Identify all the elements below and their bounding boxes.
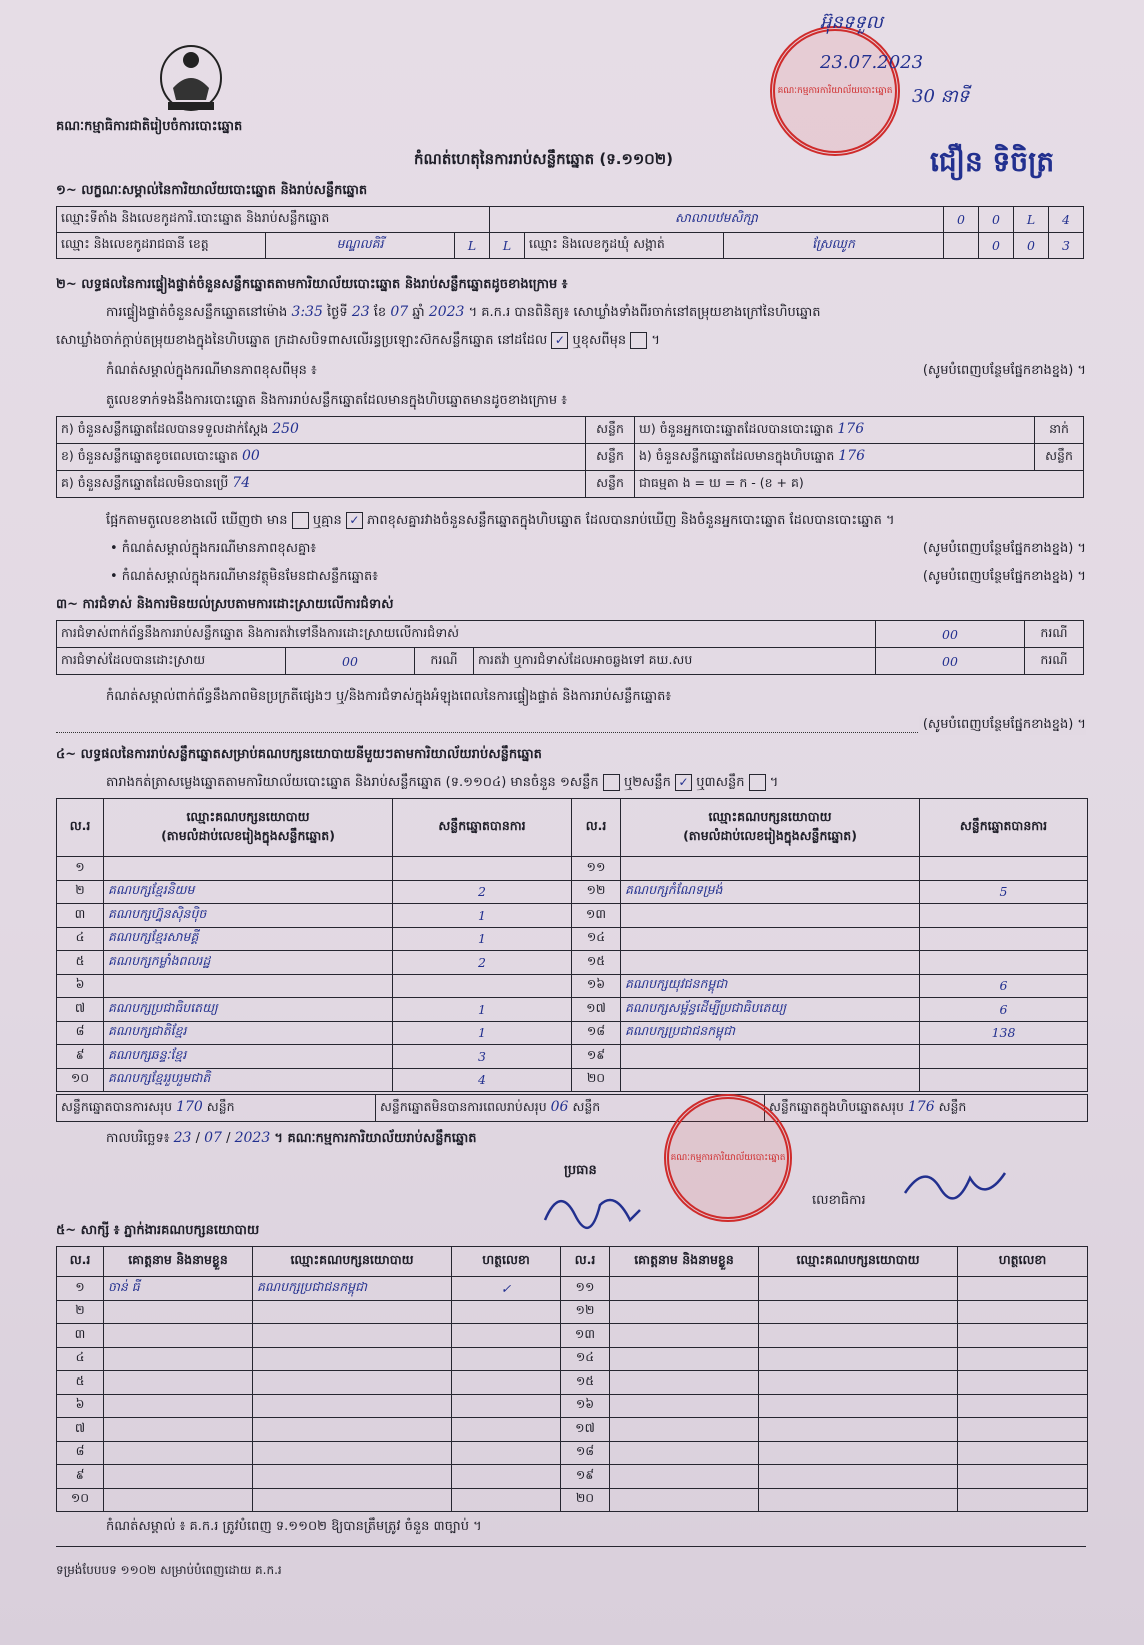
row-number: ៦ — [57, 1394, 104, 1418]
witness-party — [759, 1418, 958, 1442]
witness-signature — [452, 1488, 561, 1512]
party-name — [104, 857, 393, 881]
formula: ជាធម្មតា ង = ឃ = ក - (ខ + គ) — [635, 471, 1084, 498]
witness-name — [104, 1324, 253, 1348]
witness-name — [104, 1441, 253, 1465]
secretary-signature — [900, 1158, 1010, 1218]
row-number: ២ — [57, 880, 104, 904]
province-code-2: L — [490, 233, 525, 259]
note-fill: (សូមបំពេញបន្ថែមផ្នែកខាងខ្នង) ។ — [922, 363, 1086, 378]
witness-party — [759, 1300, 958, 1324]
witness-party — [253, 1394, 452, 1418]
party-name: គណបក្សខ្មែររួបរួមជាតិ — [104, 1068, 393, 1092]
witness-name — [610, 1465, 759, 1489]
secretary-label: លេខាធិការ — [812, 1193, 866, 1208]
section1-title: ១~ លក្ខណៈសម្គាល់នៃការិយាល័យបោះឆ្នោត និងរាប់សន្លឹកឆ្នោត — [56, 183, 368, 198]
difference-line: ផ្អែកតាមតួលេខខាងលើ ឃើញថា មាន ឬគ្មាន ✓ ភាពខុសគ្នារវាងចំនួនសន្លឹកឆ្នោតក្នុងហិបឆ្នោត ដែលបានរាប់ឃើញ និងចំនួនអ្នកបោះឆ្នោត ដែលបានបោះឆ្នោត ។ — [106, 513, 895, 528]
party-votes: 138 — [920, 1021, 1088, 1045]
row-number: ១៨ — [561, 1441, 610, 1465]
official-stamp-top — [770, 26, 900, 156]
witness-party — [759, 1277, 958, 1301]
party-name: គណបក្សខ្មែរនិយម — [104, 880, 393, 904]
footer-divider — [56, 1546, 1086, 1547]
witness-party — [253, 1371, 452, 1395]
same-checkbox[interactable]: ✓ — [551, 332, 568, 349]
stamp-note-1: អ៊ុនទទួល — [820, 12, 883, 33]
office-label: ឈ្មោះទីតាំង និងលេខកូដការិ.បោះឆ្នោត និងរាប់សន្លឹកឆ្នោត — [57, 207, 490, 233]
row-number: ៩ — [57, 1045, 104, 1069]
party-name — [621, 904, 920, 928]
row-number: ១៥ — [561, 1371, 610, 1395]
witness-signature — [452, 1465, 561, 1489]
witness-party — [253, 1324, 452, 1348]
official-stamp-bottom: គណៈកម្មការការិយាល័យបោះឆ្នោត — [664, 1094, 792, 1222]
witness-party — [253, 1441, 452, 1465]
witness-row — [57, 1347, 1088, 1371]
witness-name — [610, 1488, 759, 1512]
witness-row — [57, 1488, 1088, 1512]
witness-name — [104, 1465, 253, 1489]
no-difference-checkbox[interactable]: ✓ — [346, 512, 363, 529]
party-votes: 4 — [393, 1068, 572, 1092]
witness-signature — [958, 1371, 1088, 1395]
result-row — [57, 1045, 1088, 1069]
row-number: ១២ — [561, 1300, 610, 1324]
party-name: គណបក្សជាតិខ្មែរ — [104, 1021, 393, 1045]
count-time: 3:35 — [291, 304, 323, 320]
witness-party — [759, 1324, 958, 1348]
witness-name — [610, 1418, 759, 1442]
party-name: គណបក្សប្រជាជនកម្ពុជា — [621, 1021, 920, 1045]
party-name — [621, 857, 920, 881]
witness-name — [610, 1394, 759, 1418]
result-row — [57, 951, 1088, 975]
witness-signature — [958, 1394, 1088, 1418]
row-number: ១៤ — [561, 1347, 610, 1371]
witness-name — [610, 1371, 759, 1395]
row-number: ១១ — [572, 857, 621, 881]
witness-signature — [452, 1324, 561, 1348]
witness-party — [759, 1347, 958, 1371]
commune-code-3: 3 — [1049, 233, 1084, 259]
party-votes: 1 — [393, 927, 572, 951]
office-code-2: 0 — [979, 207, 1014, 233]
commission-name: គណៈកម្មាធិការជាតិរៀបចំការបោះឆ្នោត — [56, 119, 243, 134]
party-votes — [920, 927, 1088, 951]
row-number: ២ — [57, 1300, 104, 1324]
row-number: ១០ — [57, 1068, 104, 1092]
result-row — [57, 927, 1088, 951]
party-name — [104, 974, 393, 998]
row-number: ១៤ — [572, 927, 621, 951]
witness-signature — [452, 1394, 561, 1418]
ballots-in-box: 176 — [838, 447, 866, 464]
witness-name — [104, 1347, 253, 1371]
province-label: ឈ្មោះ និងលេខកូដរាជធានី ខេត្ត — [57, 233, 266, 259]
office-code-1: 0 — [944, 207, 979, 233]
party-votes — [920, 1045, 1088, 1069]
row-number: ១២ — [572, 880, 621, 904]
witness-signature — [452, 1441, 561, 1465]
total-box-ballots: 176 — [907, 1098, 935, 1115]
spoiled-ballots: 00 — [242, 447, 260, 464]
section3-title: ៣~ ការជំទាស់ និងការមិនយល់ស្របតាមការដោះស្រាយលើការជំទាស់ — [56, 597, 394, 612]
row-number: ១៩ — [572, 1045, 621, 1069]
row-number: ១៣ — [572, 904, 621, 928]
commune-label: ឈ្មោះ និងលេខកូដឃុំ សង្កាត់ — [525, 233, 724, 259]
date-year: 2023 — [234, 1130, 271, 1146]
row-number: ១៩ — [561, 1465, 610, 1489]
row-number: ១៨ — [572, 1021, 621, 1045]
party-votes — [920, 951, 1088, 975]
party-votes: 5 — [920, 880, 1088, 904]
witness-row — [57, 1324, 1088, 1348]
party-name-handwritten: ជឿន ទិចិត្រ — [930, 145, 1055, 178]
section5-title: ៥~ សាក្សី ៖ ភ្នាក់ងារគណបក្សនយោបាយ — [56, 1223, 260, 1238]
witness-party — [759, 1488, 958, 1512]
party-name — [621, 1068, 920, 1092]
party-name: គណបក្សកំណែទម្រង់ — [621, 880, 920, 904]
objections-table: ការជំទាស់ពាក់ព័ន្ធនឹងការរាប់សន្លឹកឆ្នោត និងការតវ៉ាទៅនឹងការដោះស្រាយលើការជំទាស់ 00 ករណី ការជំទាស់ដែលបានដោះស្រាយ 00 ករណី ការតវ៉ា ឬការជំទាស់ដែលអាចឆ្លងទៅ គឃ.សប 00 ករណី — [56, 620, 1084, 675]
received-ballots: 250 — [272, 420, 299, 437]
witness-party — [759, 1441, 958, 1465]
row-number: ១០ — [57, 1488, 104, 1512]
party-name: គណបក្សសម្ព័ន្ធដើម្បីប្រជាធិបតេយ្យ — [621, 998, 920, 1022]
total-invalid-ballots: 06 — [550, 1098, 569, 1115]
form-title: កំណត់ហេតុនៃការរាប់សន្លឹកឆ្នោត (ទ.១១០២) — [414, 150, 674, 168]
party-name — [621, 951, 920, 975]
province-code-1: L — [455, 233, 490, 259]
party-votes: 2 — [393, 880, 572, 904]
party-name — [621, 927, 920, 951]
witness-signature — [452, 1300, 561, 1324]
irregularities-fill: (សូមបំពេញបន្ថែមផ្នែកខាងខ្នង) ។ — [56, 716, 1086, 733]
witness-row — [57, 1394, 1088, 1418]
objections-count: 00 — [876, 621, 1025, 648]
row-number: ៤ — [57, 1347, 104, 1371]
counts-intro: តួលេខទាក់ទងនឹងការបោះឆ្នោត និងការរាប់សន្លឹកឆ្នោតដែលមានក្នុងហិបឆ្នោតមានដូចខាងក្រោម ៖ — [106, 393, 567, 408]
party-votes: 1 — [393, 904, 572, 928]
party-votes: 1 — [393, 998, 572, 1022]
row-number: ៥ — [57, 951, 104, 975]
count-month: 07 — [390, 304, 409, 320]
province-value: មណ្ឌលគិរី — [266, 233, 455, 259]
chair-label: ប្រធាន — [564, 1163, 597, 1178]
date-month: 07 — [204, 1130, 222, 1146]
result-row — [57, 974, 1088, 998]
witness-name — [104, 1418, 253, 1442]
witness-party — [759, 1465, 958, 1489]
has-difference-checkbox[interactable] — [292, 512, 309, 529]
row-number: ៨ — [57, 1021, 104, 1045]
resolved-count: 00 — [286, 648, 415, 675]
commune-value: ស្រែឈូក — [724, 233, 944, 259]
witness-signature — [958, 1324, 1088, 1348]
row-number: ៧ — [57, 1418, 104, 1442]
row-number: ៣ — [57, 1324, 104, 1348]
witness-party — [253, 1488, 452, 1512]
witness-party — [253, 1418, 452, 1442]
party-votes: 3 — [393, 1045, 572, 1069]
party-name: គណបក្សខ្មែរសាមគ្គី — [104, 927, 393, 951]
row-number: ៣ — [57, 904, 104, 928]
witness-party — [253, 1465, 452, 1489]
witness-signature — [452, 1418, 561, 1442]
date-line: កាលបរិច្ឆេទ៖ 23 / 07 / 2023 ។ គណៈកម្មការការិយាល័យរាប់សន្លឹកឆ្នោត — [106, 1130, 477, 1146]
row-number: ៩ — [57, 1465, 104, 1489]
results-body — [57, 857, 1088, 1092]
witness-party — [253, 1300, 452, 1324]
note-difference: កំណត់សម្គាល់ក្នុងករណីមានភាពខុសពីមុន ៖ (សូមបំពេញបន្ថែមផ្នែកខាងខ្នង) ។ — [106, 362, 1086, 381]
party-votes — [920, 904, 1088, 928]
party-votes — [920, 1068, 1088, 1092]
witness-signature — [958, 1441, 1088, 1465]
irregularities-note: កំណត់សម្គាល់ពាក់ព័ន្ធនឹងភាពមិនប្រក្រតីផ្សេងៗ ឬ/និងការជំទាស់ក្នុងអំឡុងពេលនៃការផ្ទៀងផ្ទាត់ និងការរាប់សន្លឹកឆ្នោត៖ — [106, 689, 672, 704]
witness-row — [57, 1418, 1088, 1442]
escalated-count: 00 — [876, 648, 1025, 675]
result-row — [57, 1068, 1088, 1092]
row-number: ១៧ — [572, 998, 621, 1022]
section2-title: ២~ លទ្ធផលនៃការផ្ទៀងផ្ទាត់ចំនួនសន្លឹកឆ្នោតតាមការិយាល័យបោះឆ្នោត និងរាប់សន្លឹកឆ្នោតដូចខាងក្រោម ៖ — [56, 277, 568, 292]
party-votes: 1 — [393, 1021, 572, 1045]
office-code-3: L — [1014, 207, 1049, 233]
witness-signature — [958, 1418, 1088, 1442]
commune-code-1: 0 — [979, 233, 1014, 259]
party-votes — [920, 857, 1088, 881]
witness-signature: ✓ — [452, 1277, 561, 1301]
office-value: សាលាបឋមសិក្សា — [490, 207, 944, 233]
witness-name — [610, 1277, 759, 1301]
voters-voted: 176 — [837, 420, 865, 437]
witness-signature — [958, 1465, 1088, 1489]
witness-signature — [452, 1371, 561, 1395]
party-votes — [393, 974, 572, 998]
witness-party — [253, 1347, 452, 1371]
result-row — [57, 857, 1088, 881]
party-name: គណបក្សឆន្ទៈខ្មែរ — [104, 1045, 393, 1069]
result-row — [57, 998, 1088, 1022]
party-name — [621, 1045, 920, 1069]
witness-signature — [958, 1300, 1088, 1324]
witness-name — [610, 1347, 759, 1371]
witness-name: ចាន់ ធី — [104, 1277, 253, 1301]
count-day: 23 — [351, 304, 370, 320]
witness-name — [104, 1394, 253, 1418]
bullet-note-1: • កំណត់សម្គាល់ក្នុងករណីមានភាពខុសគ្នា៖ (សូមបំពេញបន្ថែមផ្នែកខាងខ្នង) ។ — [110, 541, 1086, 556]
results-totals: សន្លឹកឆ្នោតបានការសរុប 170 សន្លឹក សន្លឹកឆ្នោតមិនបានការពេលរាប់សរុប 06 សន្លឹក សន្លឹកឆ្នោតក្នុងហិបឆ្នោតសរុប 176 សន្លឹក — [56, 1094, 1088, 1122]
party-name: គណបក្សកម្លាំងពលរដ្ឋ — [104, 951, 393, 975]
two-sheets-checkbox[interactable]: ✓ — [675, 774, 692, 791]
witness-name — [610, 1441, 759, 1465]
section2-para2: សោឃ្លាំងចាក់ក្តាប់តម្រុយខាងក្នុងនៃហិបឆ្នោត ក្រដាសបិទពាសលើរន្ធប្រឡោះស៊កសន្លឹកឆ្នោត នៅដដែល ✓ ឬខុសពីមុន ។ — [56, 333, 660, 348]
party-votes: 2 — [393, 951, 572, 975]
witness-table: ល.រ គោត្តនាម និងនាមខ្លួន ឈ្មោះគណបក្សនយោបាយ ហត្ថលេខា ល.រ គោត្តនាម និងនាមខ្លួន ឈ្មោះគណបក្សនយោបាយ ហត្ថលេខា ១ ចាន់ ធី គណបក្សប្រជាជនកម្ពុជា ✓ ១១ ២ ១២ ៣ ១៣ ៤ ១៤ ៥ ១៥ ៦ ១៦ ៧ ១៧ ៨ ១៨ ៩ ១៩ ១០ ២០ — [56, 1246, 1088, 1512]
witness-name — [104, 1371, 253, 1395]
row-number: ១១ — [561, 1277, 610, 1301]
row-number: ១៦ — [561, 1394, 610, 1418]
party-name: គណបក្សប្រជាធិបតេយ្យ — [104, 998, 393, 1022]
witness-name — [610, 1300, 759, 1324]
witness-row — [57, 1465, 1088, 1489]
row-number: ៧ — [57, 998, 104, 1022]
row-number: ២០ — [561, 1488, 610, 1512]
result-row — [57, 1021, 1088, 1045]
stamp-text: គណៈកម្មការការិយាល័យបោះឆ្នោត — [777, 85, 893, 96]
witness-signature — [958, 1488, 1088, 1512]
row-number: ៥ — [57, 1371, 104, 1395]
witness-name — [610, 1324, 759, 1348]
different-checkbox[interactable] — [630, 332, 647, 349]
section2-para1: ការផ្ទៀងផ្ទាត់ចំនួនសន្លឹកឆ្នោតនៅម៉ោង 3:35 ថ្ងៃទី 23 ខែ 07 ឆ្នាំ 2023 ។ គ.ក.រ បានពិនិត្យ៖ សោឃ្លាំងទាំងពីរចាក់នៅតម្រុយខាងក្រៅនៃហិបឆ្នោត — [106, 304, 821, 320]
unused-ballots: 74 — [232, 474, 251, 491]
result-row — [57, 904, 1088, 928]
party-votes: 6 — [920, 998, 1088, 1022]
nec-emblem — [148, 38, 234, 116]
witness-body — [57, 1277, 1088, 1512]
row-number: ១៦ — [572, 974, 621, 998]
count-year: 2023 — [428, 304, 465, 320]
witness-signature — [958, 1347, 1088, 1371]
results-table: ល.រ ឈ្មោះគណបក្សនយោបាយ (តាមលំដាប់លេខរៀងក្នុងសន្លឹកឆ្នោត) សន្លឹកឆ្នោតបានការ ល.រ ឈ្មោះគណបក្សនយោបាយ (តាមលំដាប់លេខរៀងក្នុងសន្លឹកឆ្នោត) សន្លឹកឆ្នោតបានការ ១ ១១ ២ គណបក្សខ្មែរនិយម 2 ១២ គណបក្សកំណែទម្រង់ 5 ៣ គណបក្សហ្វ៊ុនស៊ិនប៉ិច 1 ១៣ ៤ គណបក្សខ្មែរសាមគ្គី 1 ១៤ ៥ គណបក្សកម្លាំងពលរដ្ឋ 2 ១៥ ៦ ១៦ គណបក្សយុវជនកម្ពុជា 6 ៧ គណបក្សប្រជាធិបតេយ្យ 1 ១៧ គណបក្សសម្ព័ន្ធដើម្បីប្រជាធិបតេយ្យ 6 ៨ គណបក្សជាតិខ្មែរ 1 ១៨ គណបក្សប្រជាជនកម្ពុជា 138 ៩ គណបក្សឆន្ទៈខ្មែរ 3 ១៩ ១០ គណបក្សខ្មែររួបរួមជាតិ 4 ២០ — [56, 798, 1088, 1092]
witness-row — [57, 1371, 1088, 1395]
stamp-note-2: 23.07.2023 — [820, 52, 924, 73]
party-votes: 6 — [920, 974, 1088, 998]
sheets-line: តារាងកត់ត្រាសម្លេងឆ្នោតតាមការិយាល័យបោះឆ្នោត និងរាប់សន្លឹកឆ្នោត (ទ.១១០៤) មានចំនួន ១សន្លឹក ឬ២សន្លឹក ✓ ឬ៣សន្លឹក ។ — [106, 775, 779, 790]
witness-row — [57, 1277, 1088, 1301]
witness-row — [57, 1441, 1088, 1465]
stamp-note-3: 30 នាទី — [912, 86, 970, 107]
row-number: ៤ — [57, 927, 104, 951]
row-number: ១ — [57, 1277, 104, 1301]
row-number: ១៥ — [572, 951, 621, 975]
counts-table: ក) ចំនួនសន្លឹកឆ្នោតដែលបានទទួលដាក់ស្តែង 250 សន្លឹក ឃ) ចំនួនអ្នកបោះឆ្នោតដែលបានបោះឆ្នោត 176 នាក់ ខ) ចំនួនសន្លឹកឆ្នោតខូចពេលបោះឆ្នោត 00 សន្លឹក ង) ចំនួនសន្លឹកឆ្នោតដែលមានក្នុងហិបឆ្នោត 176 សន្លឹក គ) ចំនួនសន្លឹកឆ្នោតដែលមិនបានប្រើ 74 សន្លឹក ជាធម្មតា ង = ឃ = ក - (ខ + គ) — [56, 416, 1084, 498]
total-valid-ballots: 170 — [176, 1098, 203, 1115]
witness-signature — [452, 1347, 561, 1371]
witness-party — [759, 1394, 958, 1418]
witness-signature — [958, 1277, 1088, 1301]
witness-name — [104, 1488, 253, 1512]
witness-party — [759, 1371, 958, 1395]
office-code-4: 4 — [1049, 207, 1084, 233]
witness-party: គណបក្សប្រជាជនកម្ពុជា — [253, 1277, 452, 1301]
bullet-note-2: • កំណត់សម្គាល់ក្នុងករណីមានវត្ថុមិនមែនជាសន្លឹកឆ្នោត៖ (សូមបំពេញបន្ថែមផ្នែកខាងខ្នង) ។ — [110, 569, 1086, 584]
result-row — [57, 880, 1088, 904]
row-number: ៦ — [57, 974, 104, 998]
commune-code-2: 0 — [1014, 233, 1049, 259]
row-number: ១ — [57, 857, 104, 881]
section4-title: ៤~ លទ្ធផលនៃការរាប់សន្លឹកឆ្នោតសម្រាប់គណបក្សនយោបាយនីមួយៗតាមការិយាល័យរាប់សន្លឹកឆ្នោត — [56, 747, 542, 762]
row-number: ១៣ — [561, 1324, 610, 1348]
row-number: ១៧ — [561, 1418, 610, 1442]
chair-signature — [540, 1180, 650, 1240]
section5-note: កំណត់សម្គាល់ ៖ គ.ក.រ ត្រូវបំពេញ ទ.១១០២ ឱ្យបានត្រឹមត្រូវ ចំនួន ៣ច្បាប់ ។ — [106, 1519, 482, 1534]
one-sheet-checkbox[interactable] — [603, 774, 620, 791]
footer-text: ទម្រង់បែបបទ ១១០២ សម្រាប់បំពេញដោយ គ.ក.រ — [56, 1563, 282, 1577]
party-votes — [393, 857, 572, 881]
row-number: ៨ — [57, 1441, 104, 1465]
party-name: គណបក្សយុវជនកម្ពុជា — [621, 974, 920, 998]
party-name: គណបក្សហ្វ៊ុនស៊ិនប៉ិច — [104, 904, 393, 928]
three-sheets-checkbox[interactable] — [749, 774, 766, 791]
witness-name — [104, 1300, 253, 1324]
row-number: ២០ — [572, 1068, 621, 1092]
section1-table — [56, 206, 1084, 259]
date-day: 23 — [173, 1130, 192, 1146]
witness-row — [57, 1300, 1088, 1324]
